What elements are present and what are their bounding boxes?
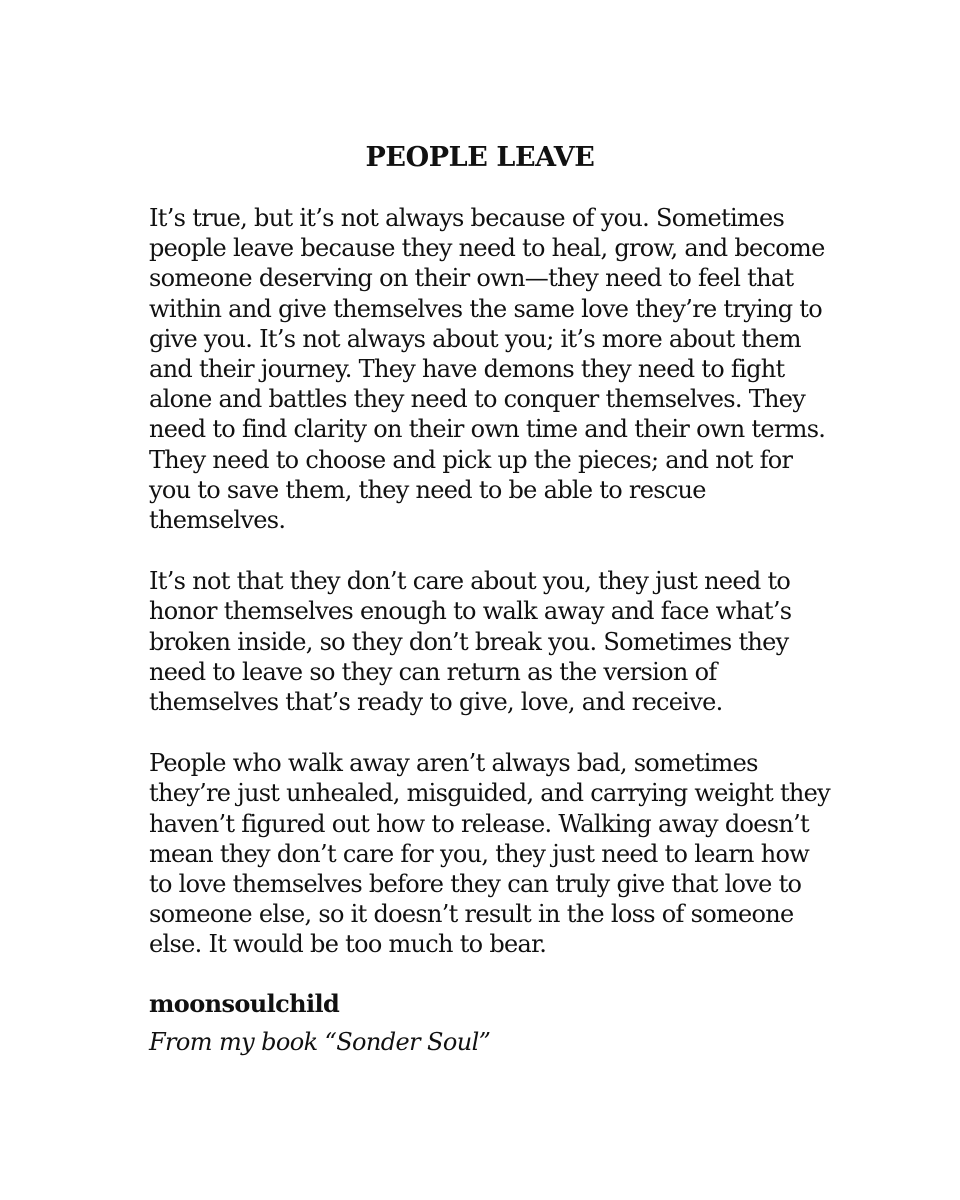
text-line: honor themselves enough to walk away and face what’s xyxy=(149,597,792,626)
text-line: themselves. xyxy=(149,506,286,535)
text-line: mean they don’t care for you, they just need to learn how xyxy=(149,839,810,868)
poem-body xyxy=(149,203,849,991)
text-line: else. It would be too much to bear. xyxy=(149,930,547,959)
paragraph-3 xyxy=(149,748,849,959)
text-line: themselves that’s ready to give, love, and receive. xyxy=(149,688,723,717)
text-line: give you. It’s not always about you; it’s more about them xyxy=(149,324,801,353)
text-line: need to leave so they can return as the version of xyxy=(149,657,717,686)
text-line: within and give themselves the same love they’re trying to xyxy=(149,294,822,323)
author-name: moonsoulchild xyxy=(149,989,340,1018)
text-line: It’s not that they don’t care about you, they just need to xyxy=(149,567,791,596)
text-line: haven’t figured out how to release. Walking away doesn’t xyxy=(149,809,809,838)
text-line: and their journey. They have demons they need to fight xyxy=(149,355,785,384)
paragraph-1 xyxy=(149,203,849,535)
text-line: broken inside, so they don’t break you. Sometimes they xyxy=(149,627,789,656)
text-line: you to save them, they need to be able to rescue xyxy=(149,475,706,504)
text-line: people leave because they need to heal, grow, and become xyxy=(149,234,825,263)
text-line: It’s true, but it’s not always because of you. Sometimes xyxy=(149,204,785,232)
page-title: PEOPLE LEAVE xyxy=(365,142,595,173)
text-line: someone else, so it doesn’t result in the loss of someone xyxy=(149,900,794,929)
text-line: they’re just unhealed, misguided, and carrying weight they xyxy=(149,779,831,808)
text-line: need to find clarity on their own time and their own terms. xyxy=(149,415,826,444)
text-line: someone deserving on their own—they need to feel that xyxy=(149,264,794,293)
text-line: They need to choose and pick up the pieces; and not for xyxy=(149,445,793,474)
book-source: From my book “Sonder Soul” xyxy=(149,1028,491,1056)
text-line: alone and battles they need to conquer themselves. They xyxy=(149,385,806,414)
text-line: to love themselves before they can truly give that love to xyxy=(149,870,802,899)
text-line: People who walk away aren’t always bad, sometimes xyxy=(149,749,758,778)
paragraph-2 xyxy=(149,566,849,717)
